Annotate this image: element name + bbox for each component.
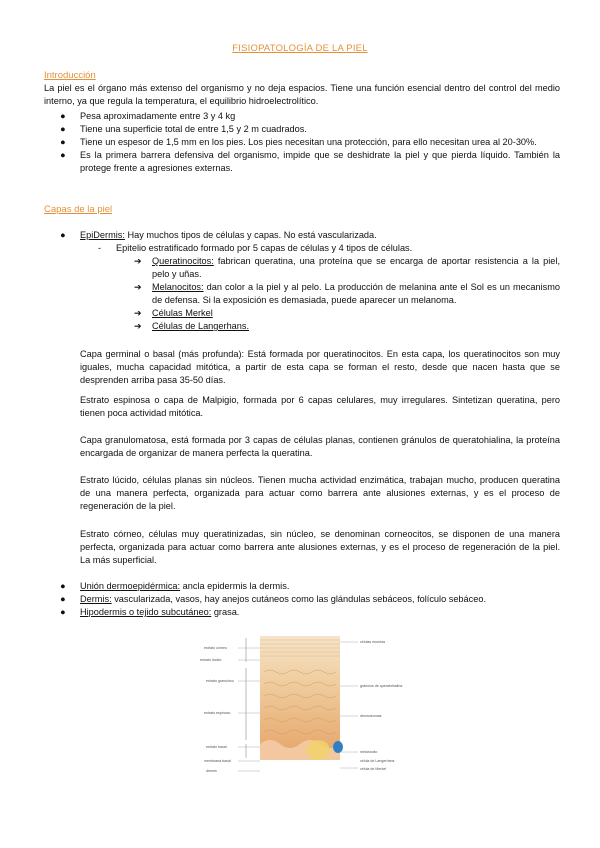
arrow-right-icon: ➔	[134, 282, 142, 292]
list-item: ● Tiene una superficie total de entre 1,5 y 2 m cuadrados.	[60, 124, 307, 134]
epidermis-item	[60, 229, 560, 242]
left-label-6: dermis	[206, 769, 217, 773]
arrow-right-icon: ➔	[134, 321, 142, 331]
section-heading-introduccion: Introducción	[44, 70, 96, 81]
bullet-icon: ●	[60, 594, 66, 604]
section-heading-capas: Capas de la piel	[44, 204, 113, 215]
intro-paragraph: La piel es el órgano más extenso del organismo y no deja espacios. Tiene una función esencial dentro del control del medio interno, ya que regula la temperatura, el equilibrio hidroelectrolítico.	[44, 83, 560, 106]
list-item: ● Unión dermoepidérmica: ancla epidermis la dermis.	[60, 581, 290, 591]
bullet-icon: ●	[60, 124, 66, 134]
page-title: FISIOPATOLOGÍA DE LA PIEL	[232, 43, 368, 54]
bullet-icon: ●	[60, 137, 66, 147]
langerhans-cell-icon	[333, 741, 343, 753]
epitelio-item	[98, 242, 560, 255]
list-item: ➔ Melanocitos: dan color a la piel y al pelo. La producción de melanina ante el Sol es un mecanismo de defensa. Si la exposición es demasiada, puede aparecer un melanoma.	[134, 282, 560, 305]
bullet-icon: ●	[60, 111, 66, 121]
list-item: ➔ Queratinocitos: fabrican queratina, una proteína que se encarga de aportar resistencia a la piel, pelo y uñas.	[134, 256, 560, 279]
right-label-3: melanocito	[360, 750, 378, 754]
estrato-basal-paragraph: Capa germinal o basal (más profunda): Está formada por queratinocitos. En esta capa, los queratinocitos son muy iguales, mucha capacidad mitótica, a partir de esta capa se forman el resto, desde que nacen hasta que se desprenden arriba pasa 35-50 días.	[80, 349, 560, 385]
dash-icon: -	[98, 243, 102, 253]
arrow-right-icon: ➔	[134, 256, 142, 266]
right-label-4: célula de Langerhans	[360, 759, 395, 763]
right-label-2: desmosomas	[360, 714, 382, 718]
list-item: ➔ Células Merkel	[134, 308, 213, 318]
list-item: ● Hipodermis o tejido subcutáneo: grasa.	[60, 607, 240, 617]
list-item: ● Dermis: vascularizada, vasos, hay anejos cutáneos como las glándulas sebáceos, folículo sebáceo.	[60, 594, 487, 604]
left-label-3: estrato espinoso	[204, 711, 231, 715]
left-label-2: estrato granuloso	[206, 679, 234, 683]
left-label-4: estrato basal	[206, 745, 227, 749]
skin-layers-figure	[198, 632, 406, 780]
bullet-icon: ●	[60, 581, 66, 591]
estrato-espinoso-paragraph: Estrato espinosa o capa de Malpigio, formada por 6 capas celulares, muy irregulares. Sintetizan queratina, pero tienen poca actividad mitótica.	[80, 395, 560, 418]
right-label-5: célula de Merkel	[360, 767, 387, 771]
estrato-corneo-paragraph: Estrato córneo, células muy queratinizadas, sin núcleo, se denominan corneocitos, se disponen de una manera perfecta, organizada para actuar como barrera ante alusiones externas, y es el proceso de regeneración de la piel. La más superficial.	[80, 529, 560, 565]
right-label-0: células muertas	[360, 640, 386, 644]
bullet-icon: ●	[60, 607, 66, 617]
right-label-1: gránulos de queratohialina	[360, 684, 403, 688]
epidermis-block	[260, 636, 340, 758]
list-item: ● Tiene un espesor de 1,5 mm en los pies. Los pies necesitan una protección, para ello necesitan urea al 20-30%.	[60, 137, 537, 147]
bullet-icon: ●	[60, 230, 66, 240]
other-layers-list	[60, 580, 560, 619]
estrato-lucido-paragraph: Estrato lúcido, células planas sin núcleos. Tienen mucha actividad enzimática, trabajan mucho, producen queratina de una manera perfecta, organizada para actuar como barrera ante alusiones externas, y es el proceso de regeneración de la piel.	[80, 475, 560, 511]
left-label-1: estrato lúcido	[200, 658, 222, 662]
left-label-5: membrana basal	[204, 759, 231, 763]
arrow-right-icon: ➔	[134, 308, 142, 318]
list-item: - Epitelio estratificado formado por 5 capas de células y 4 tipos de células.	[98, 243, 413, 253]
list-item: ● Pesa aproximadamente entre 3 y 4 kg	[60, 111, 236, 121]
left-label-0: estrato córneo	[204, 646, 227, 650]
list-item: ● EpiDermis: Hay muchos tipos de células y capas. No está vascularizada.	[60, 230, 377, 240]
cell-types-list	[134, 255, 560, 333]
estrato-granuloso-paragraph: Capa granulomatosa, está formada por 3 capas de células planas, contienen gránulos de queratohialina, la proteína encargada de organizar de manera perfecta la queratina.	[80, 435, 560, 458]
list-item: ➔ Células de Langerhans.	[134, 321, 250, 331]
list-item: ● Es la primera barrera defensiva del organismo, impide que se deshidrate la piel y que pierda líquido. También la protege frente a agresiones externas.	[60, 150, 560, 173]
intro-bullet-list	[60, 110, 560, 175]
epidermis-label: EpiDermis:	[80, 230, 125, 240]
melanocyte-icon	[306, 740, 330, 760]
bullet-icon: ●	[60, 150, 66, 160]
